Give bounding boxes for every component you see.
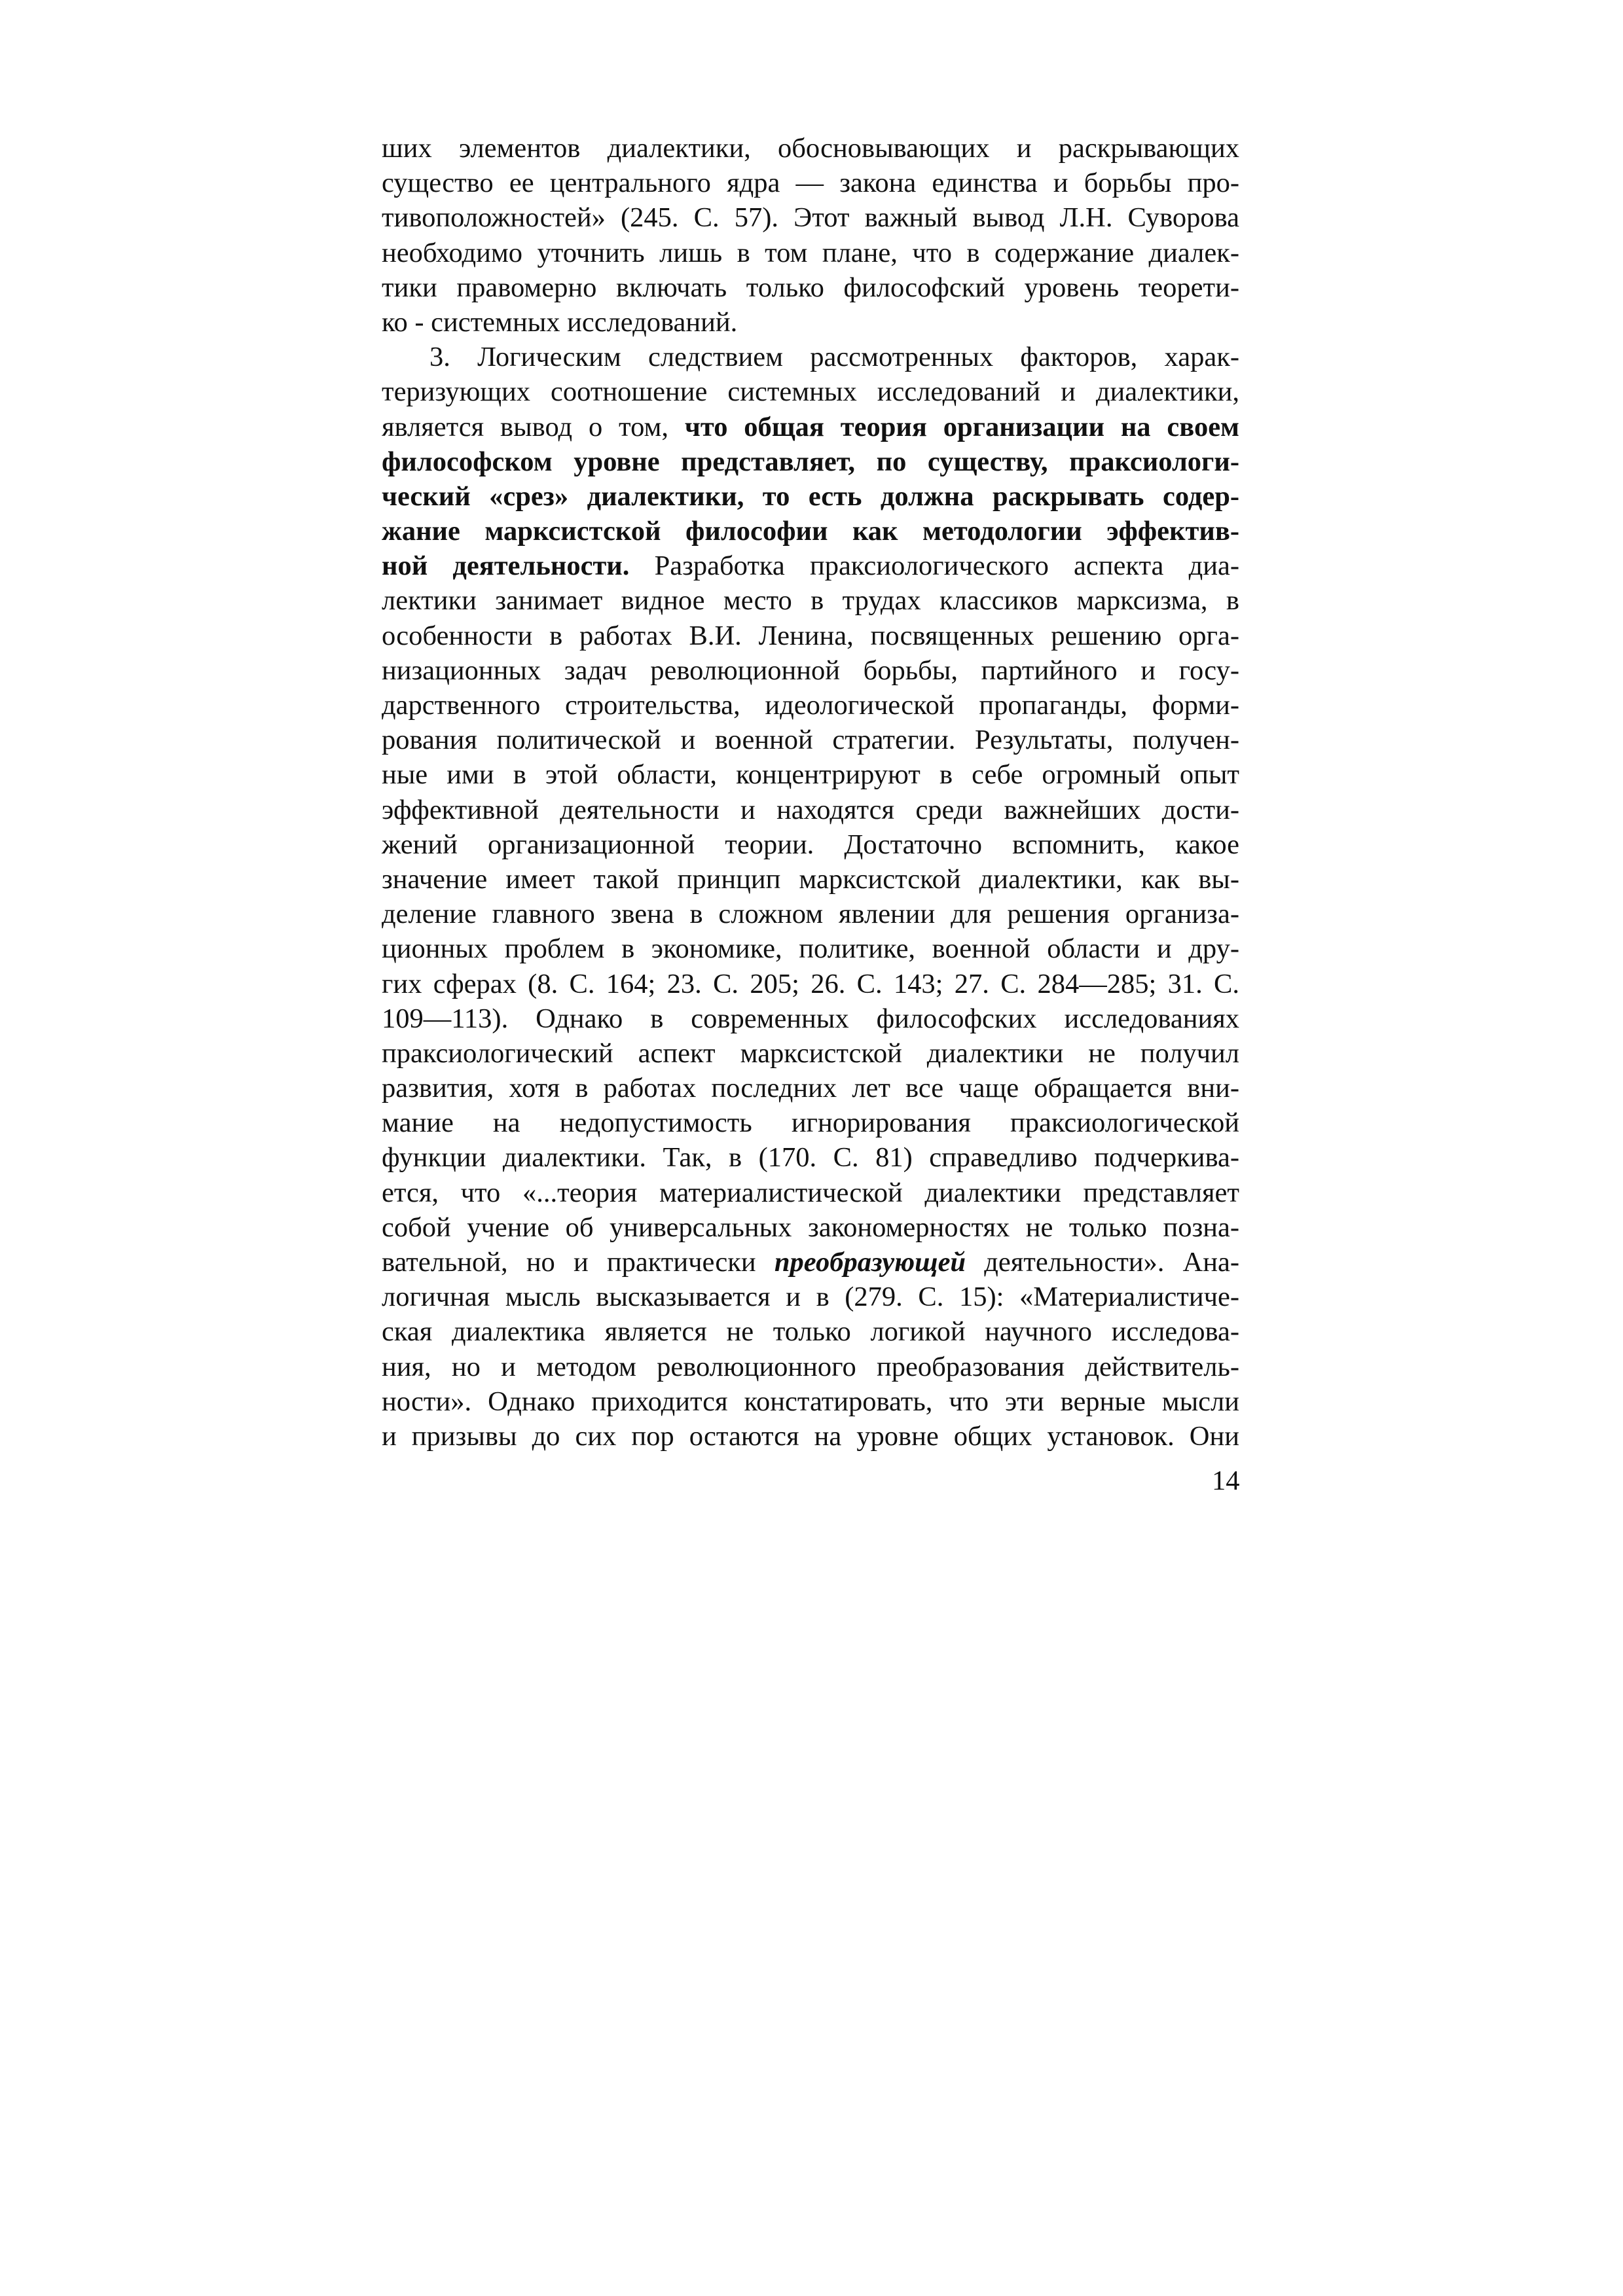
page-number: 14 — [1212, 1465, 1240, 1496]
text-run: ные ими в этой области, концентрируют в себе огромный опыт — [382, 759, 1239, 791]
text-line — [382, 619, 1239, 653]
text-line — [382, 723, 1239, 757]
text-run: 109—113). Однако в современных философских исследованиях — [382, 1003, 1239, 1034]
text-line — [382, 1210, 1239, 1245]
bold-text-run: что общая теория организации на своем — [684, 411, 1240, 442]
text-run: собой учение об универсальных закономерностях не только позна- — [382, 1211, 1239, 1243]
bold-italic-text-run: преобразующей — [774, 1247, 966, 1278]
text-run: ших элементов диалектики, обосновывающих и раскрывающих — [382, 133, 1239, 164]
text-run: рования политической и военной стратегии. Результаты, получен- — [382, 725, 1239, 756]
text-line — [382, 1140, 1239, 1175]
text-run: гих сферах (8. С. 164; 23. С. 205; 26. С. 143; 27. С. 284—285; 31. С. — [382, 968, 1239, 999]
text-line — [382, 793, 1239, 827]
text-run: вательной, но и практически — [382, 1247, 775, 1278]
text-line — [382, 1036, 1239, 1071]
text-line — [382, 340, 1239, 374]
text-line — [382, 1314, 1239, 1349]
text-line — [382, 374, 1239, 409]
text-line — [382, 200, 1239, 235]
text-line — [382, 479, 1239, 514]
text-run: ко - системных исследований. — [382, 306, 738, 338]
text-line — [382, 967, 1239, 1001]
text-run: особенности в работах В.И. Ленина, посвященных решению орга- — [382, 620, 1239, 651]
text-line — [382, 236, 1239, 270]
text-line — [382, 1001, 1239, 1036]
text-line — [382, 757, 1239, 792]
text-run: лектики занимает видное место в трудах классиков марксизма, в — [382, 585, 1239, 617]
text-line — [382, 862, 1239, 897]
bold-text-run: жание марксистской философии как методологии эффектив- — [382, 516, 1239, 547]
text-run: низационных задач революционной борьбы, партийного и госу- — [382, 655, 1239, 686]
text-line — [382, 444, 1239, 479]
text-run: функции диалектики. Так, в (170. С. 81) справедливо подчеркива- — [382, 1142, 1239, 1174]
text-run: и призывы до сих пор остаются на уровне общих установок. Они — [382, 1420, 1239, 1452]
text-line — [382, 270, 1239, 305]
text-line — [382, 548, 1239, 583]
text-run: ности». Однако приходится констатировать, что эти верные мысли — [382, 1386, 1239, 1417]
text-run: жений организационной теории. Достаточно вспомнить, какое — [382, 829, 1239, 860]
text-run: деление главного звена в сложном явлении для решения организа- — [382, 899, 1239, 930]
text-line — [382, 410, 1239, 444]
text-line — [382, 897, 1239, 931]
bold-text-run: ческий «срез» диалектики, то есть должна раскрывать содер- — [382, 480, 1239, 512]
text-run: ется, что «...теория материалистической диалектики представляет — [382, 1177, 1239, 1208]
text-line — [382, 1384, 1239, 1419]
text-run: ционных проблем в экономике, политике, военной области и дру- — [382, 933, 1239, 965]
text-run: мание на недопустимость игнорирования праксиологической — [382, 1107, 1239, 1139]
text-line — [382, 653, 1239, 688]
text-line — [382, 688, 1239, 723]
document-body — [382, 131, 1239, 1454]
text-run: значение имеет такой принцип марксистской диалектики, как вы- — [382, 863, 1239, 895]
text-line — [382, 1071, 1239, 1105]
text-line — [382, 1280, 1239, 1314]
text-line — [382, 1350, 1239, 1384]
text-run: эффективной деятельности и находятся среди важнейших дости- — [382, 794, 1239, 825]
text-run: тики правомерно включать только философский уровень теорети- — [382, 272, 1239, 303]
text-line — [382, 583, 1239, 618]
text-run: тивоположностей» (245. С. 57). Этот важный вывод Л.Н. Суворова — [382, 202, 1239, 234]
text-run: является вывод о том, — [382, 411, 685, 442]
text-run: развития, хотя в работах последних лет все чаще обращается вни- — [382, 1073, 1239, 1104]
text-line — [382, 827, 1239, 862]
text-line — [382, 1175, 1239, 1210]
text-line — [382, 1245, 1239, 1280]
text-line — [382, 305, 1239, 340]
bold-text-run: ной деятельности. — [382, 550, 630, 582]
text-run: ская диалектика является не только логикой научного исследова- — [382, 1316, 1239, 1348]
text-run: существо ее центрального ядра — закона единства и борьбы про- — [382, 168, 1239, 199]
text-run: Разработка праксиологического аспекта диа- — [629, 550, 1239, 582]
text-run: теризующих соотношение системных исследований и диалектики, — [382, 376, 1239, 408]
text-line — [382, 931, 1239, 966]
text-line — [382, 1105, 1239, 1140]
text-run: праксиологический аспект марксистской диалектики не получил — [382, 1037, 1239, 1069]
text-line — [382, 166, 1239, 200]
text-line — [382, 131, 1239, 166]
text-run: ния, но и методом революционного преобразования действитель- — [382, 1351, 1239, 1382]
text-run: 3. Логическим следствием рассмотренных факторов, харак- — [429, 342, 1239, 373]
text-run: деятельности». Ана- — [966, 1247, 1240, 1278]
text-run: необходимо уточнить лишь в том плане, что в содержание диалек- — [382, 237, 1239, 268]
text-run: дарственного строительства, идеологической пропаганды, форми- — [382, 690, 1239, 721]
text-line — [382, 1419, 1239, 1454]
text-line — [382, 514, 1239, 548]
bold-text-run: философском уровне представляет, по существу, праксиологи- — [382, 446, 1239, 477]
text-run: логичная мысль высказывается и в (279. С. 15): «Материалистиче- — [382, 1282, 1239, 1313]
